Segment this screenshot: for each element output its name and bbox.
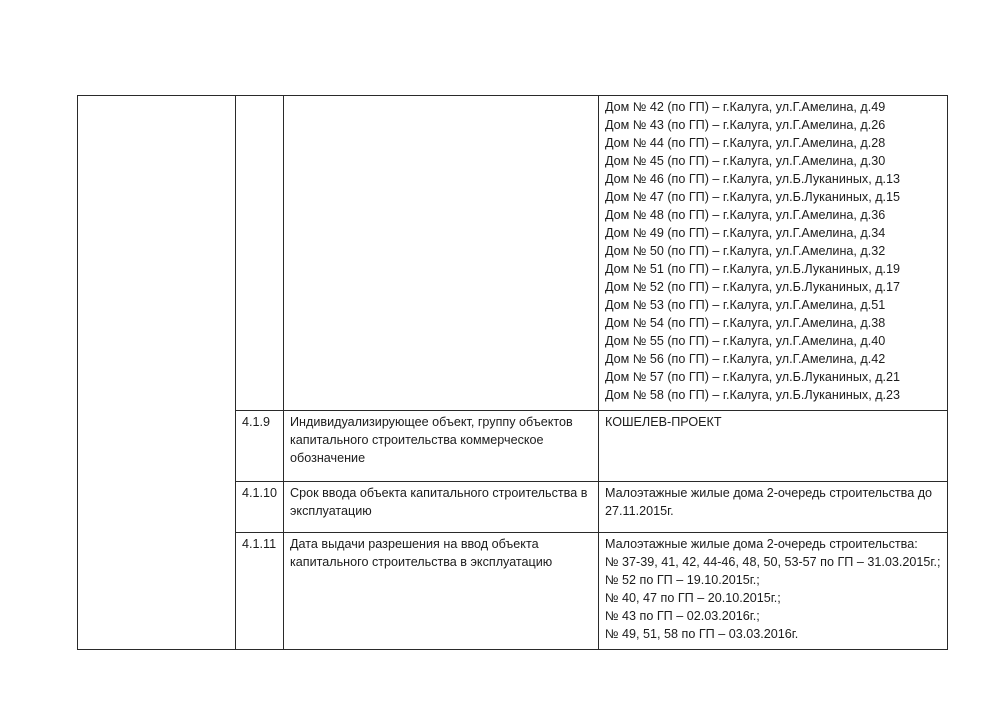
item-value: КОШЕЛЕВ-ПРОЕКТ	[599, 411, 948, 482]
list-item: Дом № 42 (по ГП) – г.Калуга, ул.Г.Амелина, д.49	[605, 100, 886, 114]
list-item: Дом № 48 (по ГП) – г.Калуга, ул.Г.Амелина, д.36	[605, 208, 886, 222]
label-cell	[284, 96, 599, 411]
list-item: Дом № 46 (по ГП) – г.Калуга, ул.Б.Луканиных, д.13	[605, 172, 901, 186]
list-item: Дом № 54 (по ГП) – г.Калуга, ул.Г.Амелина, д.38	[605, 316, 886, 330]
list-item: Дом № 49 (по ГП) – г.Калуга, ул.Г.Амелина, д.34	[605, 226, 886, 240]
project-declaration-table	[77, 95, 948, 650]
list-item: Дом № 52 (по ГП) – г.Калуга, ул.Б.Луканиных, д.17	[605, 280, 901, 294]
value-line: № 49, 51, 58 по ГП – 03.03.2016г.	[605, 627, 799, 641]
list-item: Дом № 55 (по ГП) – г.Калуга, ул.Г.Амелина, д.40	[605, 334, 886, 348]
item-number: 4.1.9	[236, 411, 284, 482]
list-item: Дом № 58 (по ГП) – г.Калуга, ул.Б.Луканиных, д.23	[605, 388, 901, 402]
value-line: № 43 по ГП – 02.03.2016г.;	[605, 609, 760, 623]
item-label: Срок ввода объекта капитального строительства в эксплуатацию	[284, 482, 599, 533]
list-item: Дом № 43 (по ГП) – г.Калуга, ул.Г.Амелина, д.26	[605, 118, 886, 132]
list-item: Дом № 56 (по ГП) – г.Калуга, ул.Г.Амелина, д.42	[605, 352, 886, 366]
list-item: Дом № 50 (по ГП) – г.Калуга, ул.Г.Амелина, д.32	[605, 244, 886, 258]
house-list-cell	[599, 96, 948, 411]
item-label: Дата выдачи разрешения на ввод объекта капитального строительства в эксплуатацию	[284, 533, 599, 650]
item-value	[599, 533, 948, 650]
value-line: № 37-39, 41, 42, 44-46, 48, 50, 53-57 по ГП – 31.03.2015г.;	[605, 555, 941, 569]
list-item: Дом № 44 (по ГП) – г.Калуга, ул.Г.Амелина, д.28	[605, 136, 886, 150]
item-number: 4.1.11	[236, 533, 284, 650]
number-cell	[236, 96, 284, 411]
list-item: Дом № 51 (по ГП) – г.Калуга, ул.Б.Луканиных, д.19	[605, 262, 901, 276]
table-row	[78, 96, 948, 411]
item-number: 4.1.10	[236, 482, 284, 533]
value-line: № 40, 47 по ГП – 20.10.2015г.;	[605, 591, 781, 605]
value-line: № 52 по ГП – 19.10.2015г.;	[605, 573, 760, 587]
item-value: Малоэтажные жилые дома 2-очередь строительства до 27.11.2015г.	[599, 482, 948, 533]
list-item: Дом № 45 (по ГП) – г.Калуга, ул.Г.Амелина, д.30	[605, 154, 886, 168]
list-item: Дом № 57 (по ГП) – г.Калуга, ул.Б.Луканиных, д.21	[605, 370, 901, 384]
section-column-cell	[78, 96, 236, 650]
item-label: Индивидуализирующее объект, группу объектов капитального строительства коммерческое обозначение	[284, 411, 599, 482]
list-item: Дом № 53 (по ГП) – г.Калуга, ул.Г.Амелина, д.51	[605, 298, 886, 312]
value-line: Малоэтажные жилые дома 2-очередь строительства:	[605, 537, 918, 551]
list-item: Дом № 47 (по ГП) – г.Калуга, ул.Б.Луканиных, д.15	[605, 190, 901, 204]
